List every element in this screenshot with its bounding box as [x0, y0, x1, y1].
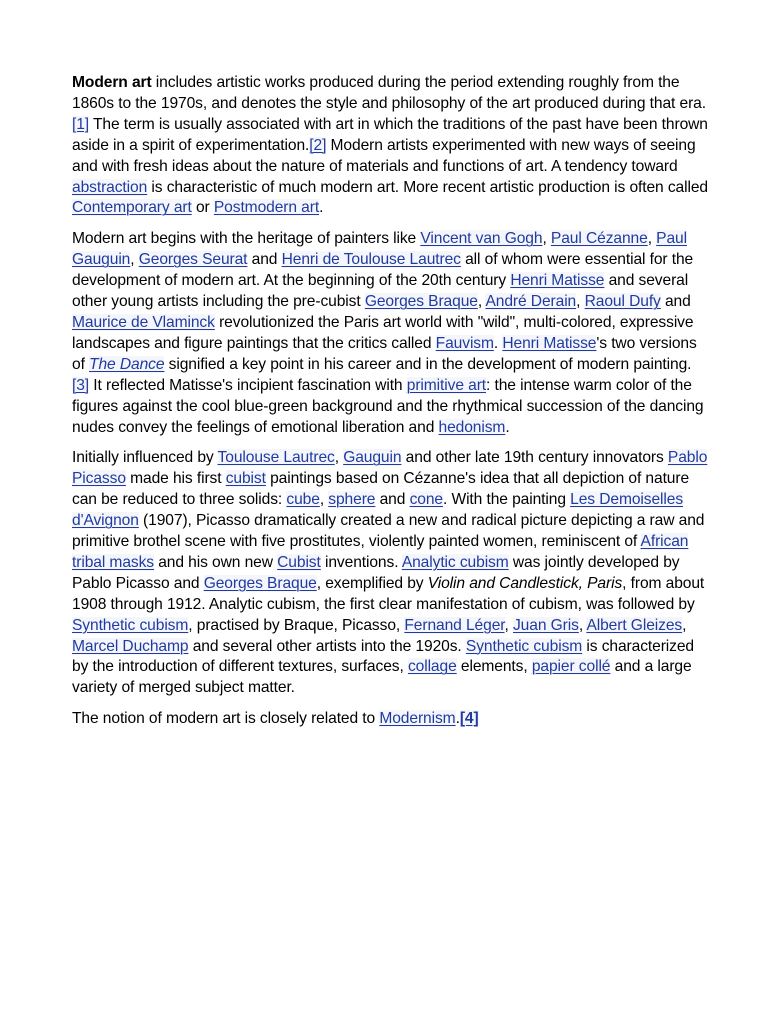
- link-maurice-de-vlaminck[interactable]: Maurice de Vlaminck: [72, 313, 215, 331]
- link-albert-gleizes[interactable]: Albert Gleizes: [586, 616, 683, 634]
- link-henri-matisse[interactable]: Henri Matisse: [502, 334, 597, 352]
- link-andre-derain[interactable]: André Derain: [485, 293, 577, 311]
- link-synthetic-cubism[interactable]: Synthetic cubism: [465, 637, 583, 655]
- text-run: and a large variety of merged subject matter.: [72, 658, 692, 697]
- work-title: The Dance: [89, 355, 165, 373]
- text-run: inventions.: [320, 553, 402, 571]
- citation-link[interactable]: [2]: [309, 136, 327, 154]
- text-run: and several other young artists including the pre-cubist: [72, 272, 689, 311]
- link-vincent-van-gogh[interactable]: Vincent van Gogh: [420, 230, 543, 248]
- text-run: all of whom were essential for the development of modern art. At the beginning of the 20th century: [72, 251, 694, 290]
- link-modernism[interactable]: Modernism: [379, 710, 456, 728]
- text-run: or: [191, 199, 214, 217]
- text-run: ,: [578, 616, 587, 634]
- work-title: Violin and Candlestick, Paris: [427, 574, 623, 592]
- text-run: is characteristic of much modern art. More recent artistic production is often called: [147, 178, 708, 196]
- text-run: .: [493, 334, 503, 352]
- text-run: . With the painting: [442, 491, 571, 509]
- text-run: It reflected Matisse's incipient fascination with: [89, 376, 407, 394]
- link-synthetic-cubism[interactable]: Synthetic cubism: [72, 616, 189, 634]
- link-pablo-picasso[interactable]: Pablo Picasso: [72, 449, 708, 488]
- link-paul-gauguin[interactable]: Paul Gauguin: [72, 230, 687, 269]
- bold-term: Modern art: [72, 74, 152, 91]
- text-run: and several other artists into the 1920s.: [188, 637, 466, 655]
- text-run: ,: [542, 230, 551, 248]
- citation-link[interactable]: [1]: [72, 115, 90, 133]
- citation-link[interactable]: [3]: [72, 376, 90, 394]
- link-toulouse-lautrec[interactable]: Toulouse Lautrec: [217, 449, 335, 467]
- link-georges-braque[interactable]: Georges Braque: [364, 293, 478, 311]
- link-paul-cezanne[interactable]: Paul Cézanne: [550, 230, 648, 248]
- text-run: (1907), Picasso dramatically created a new and radical picture depicting a raw and primitive brothel scene with five prostitutes, violently painted women, reminiscent of: [72, 512, 705, 551]
- text-run: paintings based on Cézanne's idea that all depiction of nature can be reduced to three solids:: [72, 470, 690, 509]
- text-run: ,: [130, 251, 139, 269]
- citation-link[interactable]: [4]: [459, 710, 479, 728]
- text-run: 's two versions of: [72, 334, 697, 373]
- link-cubist[interactable]: cubist: [225, 470, 266, 488]
- text-run: .: [505, 418, 510, 436]
- link-gauguin[interactable]: Gauguin: [343, 449, 402, 467]
- text-run: ,: [477, 293, 486, 311]
- paragraph-intro: [72, 73, 708, 219]
- link-abstraction[interactable]: abstraction: [72, 178, 148, 196]
- text-run: revolutionized the Paris art world with "wild", multi-colored, expressive landscapes and figure paintings that the critics called: [72, 313, 694, 352]
- text-run: ,: [576, 293, 585, 311]
- text-run: .: [455, 710, 460, 728]
- text-run: and: [247, 251, 282, 269]
- text-run: is characterized by the introduction of different textures, surfaces,: [72, 637, 695, 676]
- link-hedonism[interactable]: hedonism: [438, 418, 506, 436]
- paragraph-early-modern: [72, 229, 708, 438]
- link-georges-braque[interactable]: Georges Braque: [203, 574, 317, 592]
- link-marcel-duchamp[interactable]: Marcel Duchamp: [72, 637, 189, 655]
- text-run: signified a key point in his career and in the development of modern painting.: [164, 355, 692, 373]
- link-primitive-art[interactable]: primitive art: [406, 376, 487, 394]
- text-run: The notion of modern art is closely related to: [72, 710, 380, 728]
- link-sphere[interactable]: sphere: [328, 491, 376, 509]
- link-postmodern-art[interactable]: Postmodern art: [213, 199, 320, 217]
- link-cubist[interactable]: Cubist: [277, 553, 321, 571]
- link-the-dance[interactable]: [89, 356, 164, 373]
- text-run: includes artistic works produced during the period extending roughly from the 1860s to the 1970s, and denotes the style and philosophy of the art produced during that era.: [72, 74, 706, 112]
- paragraph-cubism: [72, 448, 708, 699]
- text-run: Modern artists experimented with new ways of seeing and with fresh ideas about the nature of materials and functions of art. A tendency toward: [72, 136, 696, 175]
- link-georges-seurat[interactable]: Georges Seurat: [138, 251, 248, 269]
- text-run: : the intense warm color of the figures against the cool blue-green background and the rhythmical succession of the dancing nudes convey the feelings of emotional liberation and: [72, 376, 704, 436]
- link-fernand-leger[interactable]: Fernand Léger: [404, 616, 505, 634]
- text-run: ,: [504, 616, 513, 634]
- text-run: elements,: [456, 658, 532, 676]
- link-african-tribal-masks[interactable]: African tribal masks: [72, 533, 689, 571]
- link-analytic-cubism[interactable]: Analytic cubism: [401, 553, 509, 571]
- text-run: .: [319, 199, 324, 217]
- link-raoul-dufy[interactable]: Raoul Dufy: [584, 293, 661, 311]
- link-contemporary-art[interactable]: Contemporary art: [72, 199, 192, 217]
- text-run: Modern art begins with the heritage of painters like: [72, 230, 421, 248]
- link-fauvism[interactable]: Fauvism: [435, 334, 494, 352]
- text-run: The term is usually associated with art in which the traditions of the past have been thrown aside in a spirit of experimentation.: [72, 115, 708, 154]
- text-run: was jointly developed by Pablo Picasso and: [72, 553, 680, 592]
- link-henri-de-toulouse-lautrec[interactable]: Henri de Toulouse Lautrec: [281, 251, 461, 269]
- text-run: and other late 19th century innovators: [401, 449, 668, 467]
- text-run: Initially influenced by: [72, 449, 218, 467]
- text-run: ,: [319, 491, 329, 509]
- link-cone[interactable]: cone: [409, 491, 443, 509]
- text-run: ,: [682, 616, 687, 634]
- text-run: , practised by Braque, Picasso,: [188, 616, 405, 634]
- link-juan-gris[interactable]: Juan Gris: [512, 616, 579, 634]
- link-papier-colle[interactable]: papier collé: [531, 658, 611, 676]
- link-collage[interactable]: collage: [407, 658, 457, 676]
- text-run: ,: [334, 449, 344, 467]
- text-run: , from about 1908 through 1912. Analytic cubism, the first clear manifestation of cubism, was followed by: [72, 574, 705, 613]
- link-henri-matisse[interactable]: Henri Matisse: [510, 272, 605, 290]
- text-run: and: [660, 293, 691, 311]
- text-run: ,: [647, 230, 657, 248]
- text-run: made his first: [125, 470, 226, 488]
- link-les-demoiselles-d-avignon[interactable]: Les Demoiselles d'Avignon: [72, 491, 684, 530]
- text-run: , exemplified by: [316, 574, 428, 592]
- text-run: and: [375, 491, 410, 509]
- text-run: and his own new: [154, 553, 278, 571]
- link-cube[interactable]: cube: [286, 491, 320, 509]
- paragraph-modernism: [72, 709, 708, 730]
